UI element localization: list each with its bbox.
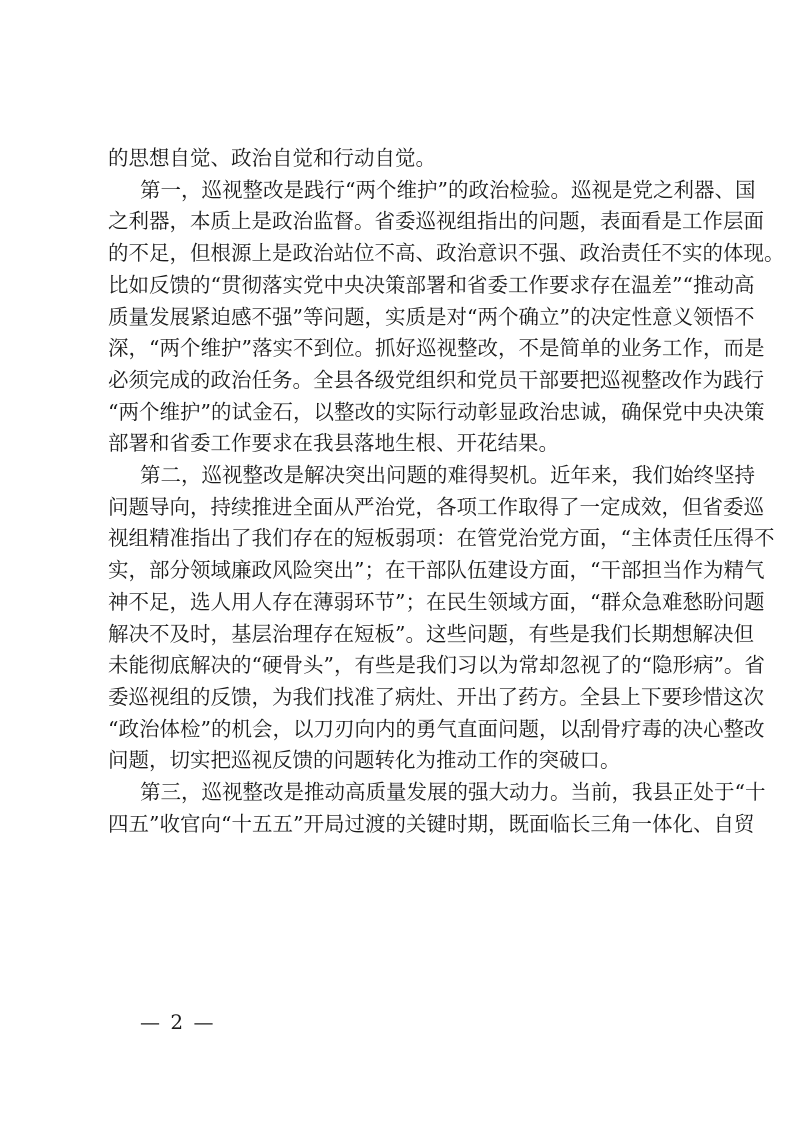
text-line: 第二，巡视整改是解决突出问题的难得契机。近年来，我们始终坚持 — [140, 463, 755, 487]
text-line: 四五”收官向“十五五”开局过渡的关键时期，既面临长三角一体化、自贸 — [108, 811, 755, 836]
text-line: 视组精准指出了我们存在的短板弱项：在管党治党方面，“主体责任压得不 — [108, 526, 775, 551]
page-number: — 2 — — [140, 1010, 216, 1034]
text-line: 必须完成的政治任务。全县各级党组织和党员干部要把巡视整改作为践行 — [108, 367, 764, 392]
text-line: 的思想自觉、政治自觉和行动自觉。 — [108, 146, 436, 170]
text-line: “两个维护”的试金石，以整改的实际行动彰显政治忠诚，确保党中央决策 — [108, 399, 765, 424]
text-line: 解决不及时，基层治理存在短板”。这些问题，有些是我们长期想解决但 — [108, 621, 754, 646]
text-line: 问题导向，持续推进全面从严治党，各项工作取得了一定成效，但省委巡 — [108, 494, 764, 519]
text-line: 第三，巡视整改是推动高质量发展的强大动力。当前，我县正处于“十 — [140, 780, 766, 805]
text-line: 部署和省委工作要求在我县落地生根、开花结果。 — [108, 431, 559, 456]
text-line: 委巡视组的反馈，为我们找准了病灶、开出了药方。全县上下要珍惜这次 — [108, 684, 764, 709]
text-line: 第一，巡视整改是践行“两个维护”的政治检验。巡视是党之利器、国 — [140, 177, 756, 202]
text-line: 问题，切实把巡视反馈的问题转化为推动工作的突破口。 — [108, 748, 621, 773]
text-line: 神不足，选人用人存在薄弱环节”；在民生领域方面，“群众急难愁盼问题 — [108, 589, 765, 614]
text-line: 比如反馈的“贯彻落实党中央决策部署和省委工作要求存在温差”“推动高 — [108, 272, 755, 297]
text-line: 质量发展紧迫感不强”等问题，实质是对“两个确立”的决定性意义领悟不 — [108, 304, 755, 329]
text-line: 的不足，但根源上是政治站位不高、政治意识不强、政治责任不实的体现。 — [108, 241, 785, 266]
text-line: 深，“两个维护”落实不到位。抓好巡视整改，不是简单的业务工作，而是 — [108, 336, 765, 361]
text-line: “政治体检”的机会，以刀刃向内的勇气直面问题，以刮骨疗毒的决心整改 — [108, 716, 765, 741]
text-line: 实，部分领域廉政风险突出”；在干部队伍建设方面，“干部担当作为精气 — [108, 558, 765, 583]
text-line: 之利器，本质上是政治监督。省委巡视组指出的问题，表面看是工作层面 — [108, 209, 764, 234]
text-line: 未能彻底解决的“硬骨头”，有些是我们习以为常却忽视了的“隐形病”。省 — [108, 653, 765, 678]
